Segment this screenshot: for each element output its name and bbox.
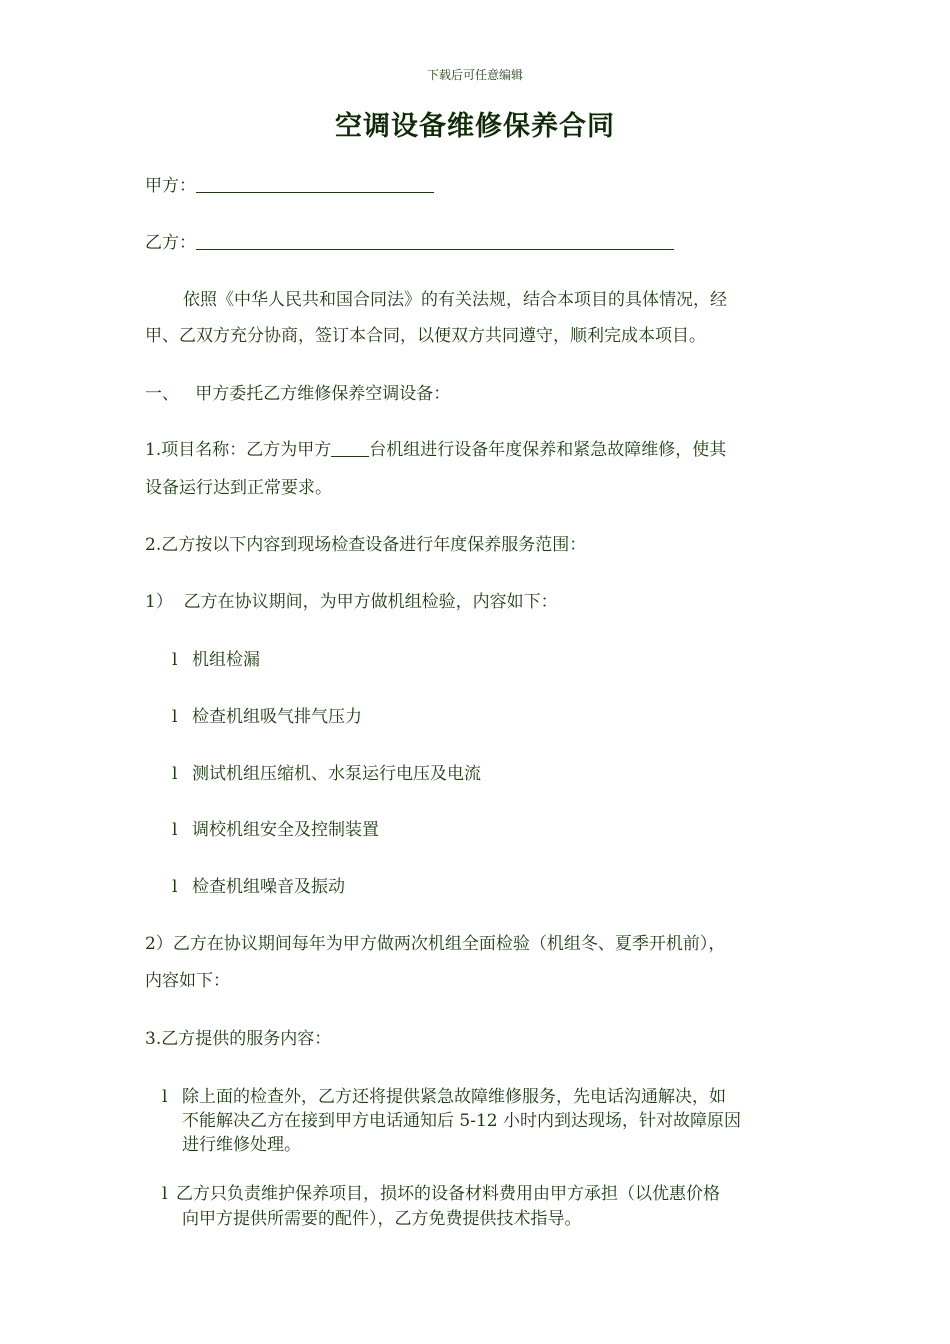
bullet-icon: l xyxy=(162,1184,168,1204)
check-item-text: 检查机组吸气排气压力 xyxy=(192,707,362,727)
party-a-blank[interactable] xyxy=(196,174,434,193)
item-1-prefix: 1.项目名称：乙方为甲方 xyxy=(145,440,332,460)
check-item xyxy=(172,763,481,785)
bullet-icon: l xyxy=(162,1087,168,1107)
service-text: 乙方只负责维护保养项目，损坏的设备材料费用由甲方承担（以优惠价格 xyxy=(176,1184,720,1204)
party-b-label: 乙方： xyxy=(145,233,196,253)
contract-title: 空调设备维修保养合同 xyxy=(335,111,615,142)
bullet-icon: l xyxy=(172,877,178,897)
item-1-line-2: 设备运行达到正常要求。 xyxy=(145,478,332,498)
item-1-line-1 xyxy=(145,439,726,461)
service-item-2-line-1 xyxy=(162,1183,720,1205)
party-b-blank[interactable] xyxy=(196,231,674,250)
check-item-text: 机组检漏 xyxy=(192,650,260,670)
section-1-heading: 一、 甲方委托乙方维修保养空调设备： xyxy=(145,384,451,404)
service-text: 除上面的检查外，乙方还将提供紧急故障维修服务，先电话沟通解决，如 xyxy=(182,1087,726,1107)
bullet-icon: l xyxy=(172,707,178,727)
check-item xyxy=(172,649,260,671)
party-a-label: 甲方： xyxy=(145,176,196,196)
service-item-1-line-2: 不能解决乙方在接到甲方电话通知后 5-12 小时内到达现场，针对故障原因 xyxy=(182,1111,741,1131)
item-1-suffix: 台机组进行设备年度保养和紧急故障维修，使其 xyxy=(369,440,727,460)
sub-item-2-line-1: 2）乙方在协议期间每年为甲方做两次机组全面检验（机组冬、夏季开机前）， xyxy=(145,934,726,954)
intro-line-2: 甲、乙双方充分协商，签订本合同，以便双方共同遵守，顺利完成本项目。 xyxy=(145,326,706,346)
item-3: 3.乙方提供的服务内容： xyxy=(145,1029,332,1049)
party-a-line xyxy=(145,174,434,197)
check-item-text: 测试机组压缩机、水泵运行电压及电流 xyxy=(192,764,481,784)
header-note: 下载后可任意编辑 xyxy=(426,68,523,82)
bullet-icon: l xyxy=(172,650,178,670)
service-item-1-line-3: 进行维修处理。 xyxy=(182,1135,301,1155)
sub-item-2-line-2: 内容如下： xyxy=(145,971,230,991)
service-item-2-line-2: 向甲方提供所需要的配件），乙方免费提供技术指导。 xyxy=(182,1209,582,1229)
unit-count-blank[interactable] xyxy=(331,440,369,457)
service-item-1-line-1 xyxy=(162,1086,726,1108)
bullet-icon: l xyxy=(172,820,178,840)
check-item-text: 检查机组噪音及振动 xyxy=(192,877,345,897)
intro-line-1: 依照《中华人民共和国合同法》的有关法规，结合本项目的具体情况，经 xyxy=(183,290,727,310)
item-2: 2.乙方按以下内容到现场检查设备进行年度保养服务范围： xyxy=(145,535,587,555)
sub-item-1: 1） 乙方在协议期间，为甲方做机组检验，内容如下： xyxy=(145,592,558,612)
check-item xyxy=(172,819,379,841)
party-b-line xyxy=(145,231,674,254)
check-item-text: 调校机组安全及控制装置 xyxy=(192,820,379,840)
check-item xyxy=(172,876,345,898)
check-item xyxy=(172,706,362,728)
bullet-icon: l xyxy=(172,764,178,784)
